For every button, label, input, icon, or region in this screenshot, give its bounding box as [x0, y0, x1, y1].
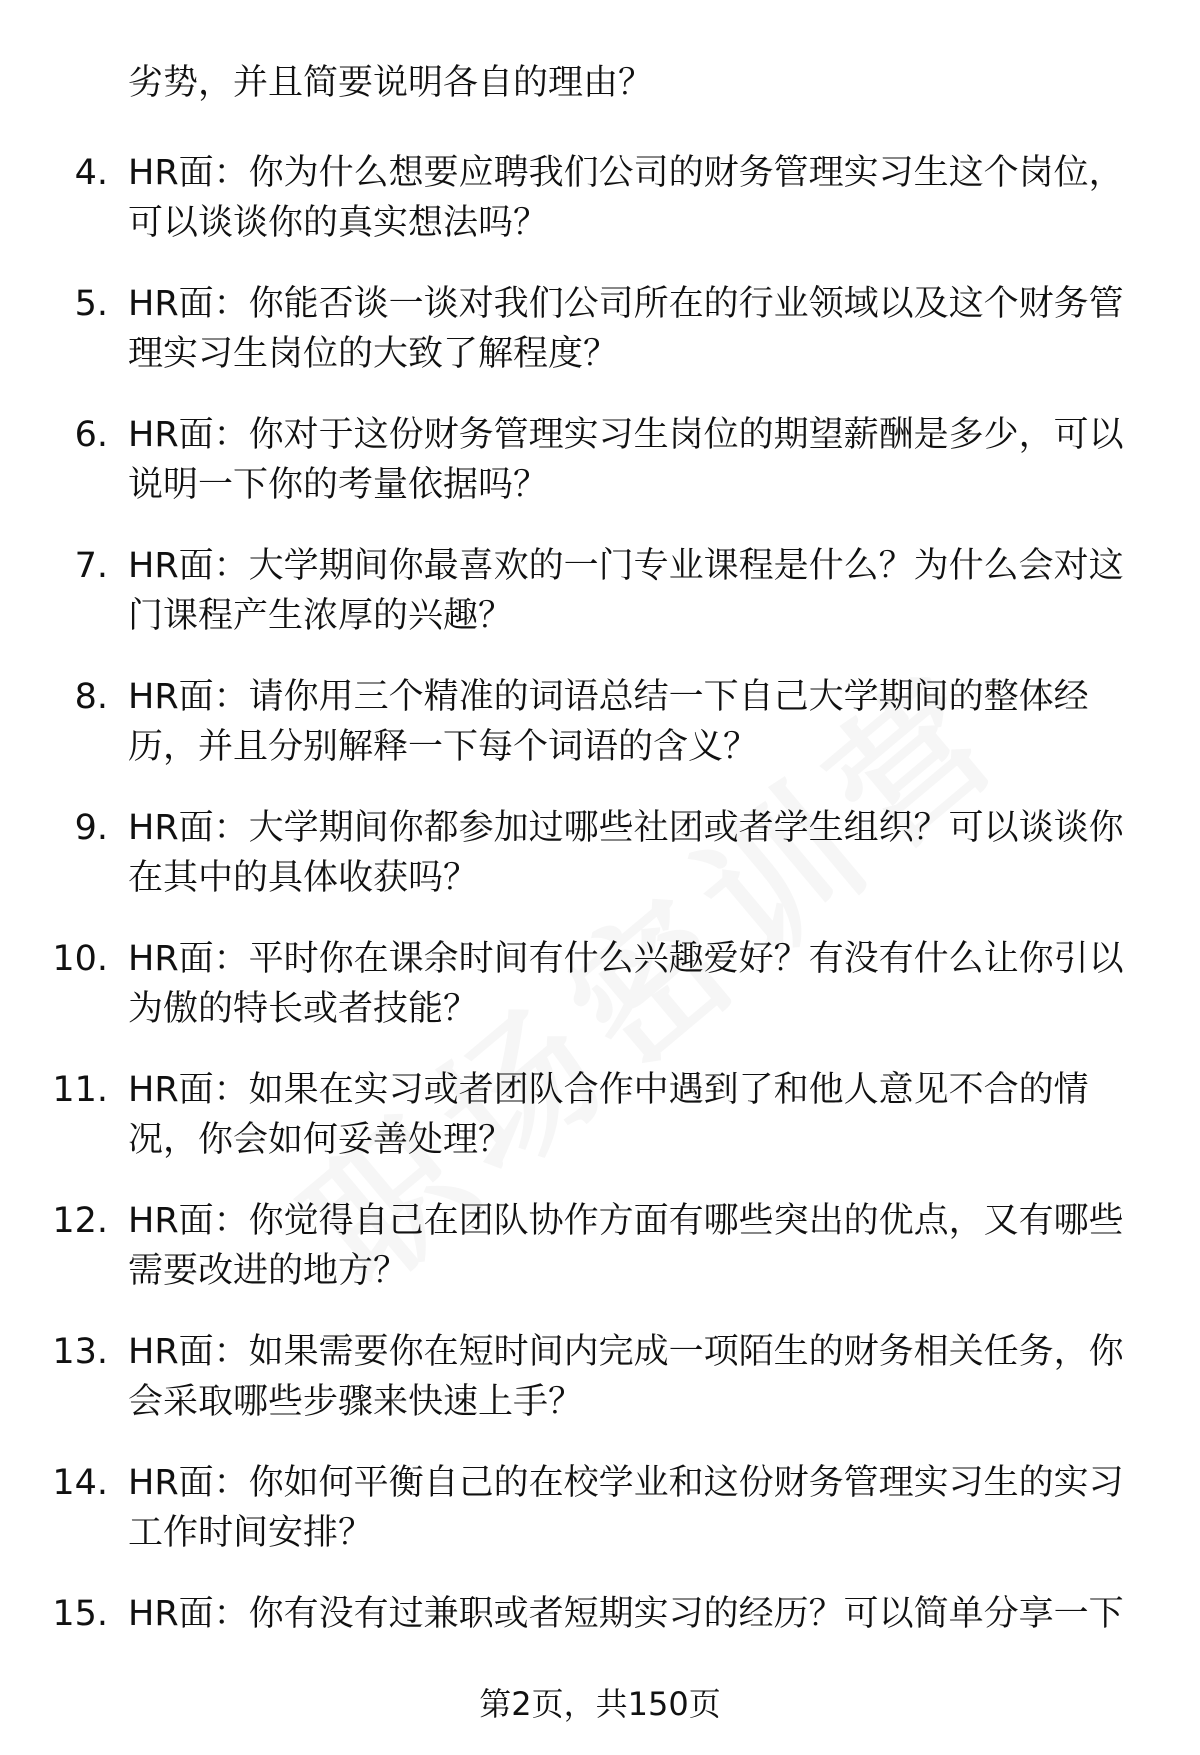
question-item [0, 1065, 1200, 1196]
question-item [0, 541, 1200, 672]
question-item [0, 1458, 1200, 1589]
question-item [0, 410, 1200, 541]
question-number: 14. [52, 1463, 108, 1503]
question-number: 15. [52, 1594, 108, 1634]
question-item [0, 1327, 1200, 1458]
continuation-text: 劣势，并且简要说明各自的理由？ [128, 63, 654, 103]
question-number: 13. [52, 1332, 108, 1372]
question-item [0, 148, 1200, 279]
question-item [0, 934, 1200, 1065]
question-item [0, 1196, 1200, 1327]
question-item [0, 803, 1200, 934]
question-number: 11. [52, 1070, 108, 1110]
question-text: HR面：你觉得自己在团队协作方面有哪些突出的优点，又有哪些需要改进的地方？ [128, 1201, 1124, 1291]
question-text: HR面：如果需要你在短时间内完成一项陌生的财务相关任务，你会采取哪些步骤来快速上手？ [128, 1332, 1124, 1422]
question-text: HR面：平时你在课余时间有什么兴趣爱好？有没有什么让你引以为傲的特长或者技能？ [128, 939, 1124, 1029]
question-number: 4. [74, 153, 108, 193]
page-footer: 第2页，共150页 [479, 1685, 721, 1723]
question-number: 8. [74, 677, 108, 717]
question-number: 12. [52, 1201, 108, 1241]
question-text: HR面：你有没有过兼职或者短期实习的经历？可以简单分享一下 [128, 1594, 1124, 1634]
question-text: HR面：如果在实习或者团队合作中遇到了和他人意见不合的情况，你会如何妥善处理？ [128, 1070, 1089, 1160]
question-number: 9. [74, 808, 108, 848]
question-item [0, 279, 1200, 410]
question-text: HR面：大学期间你都参加过哪些社团或者学生组织？可以谈谈你在其中的具体收获吗？ [128, 808, 1124, 898]
question-text: HR面：你对于这份财务管理实习生岗位的期望薪酬是多少，可以说明一下你的考量依据吗？ [128, 415, 1124, 505]
question-item [0, 672, 1200, 803]
question-text: HR面：你能否谈一谈对我们公司所在的行业领域以及这个财务管理实习生岗位的大致了解程度？ [128, 284, 1124, 374]
question-number: 10. [52, 939, 108, 979]
question-text: HR面：大学期间你最喜欢的一门专业课程是什么？为什么会对这门课程产生浓厚的兴趣？ [128, 546, 1124, 636]
question-text: HR面：请你用三个精准的词语总结一下自己大学期间的整体经历，并且分别解释一下每个词语的含义？ [128, 677, 1089, 767]
question-number: 6. [74, 415, 108, 455]
question-text: HR面：你为什么想要应聘我们公司的财务管理实习生这个岗位，可以谈谈你的真实想法吗？ [128, 153, 1124, 243]
question-number: 7. [74, 546, 108, 586]
question-list [0, 148, 1200, 1720]
question-text: HR面：你如何平衡自己的在校学业和这份财务管理实习生的实习工作时间安排？ [128, 1463, 1124, 1553]
question-number: 5. [74, 284, 108, 324]
